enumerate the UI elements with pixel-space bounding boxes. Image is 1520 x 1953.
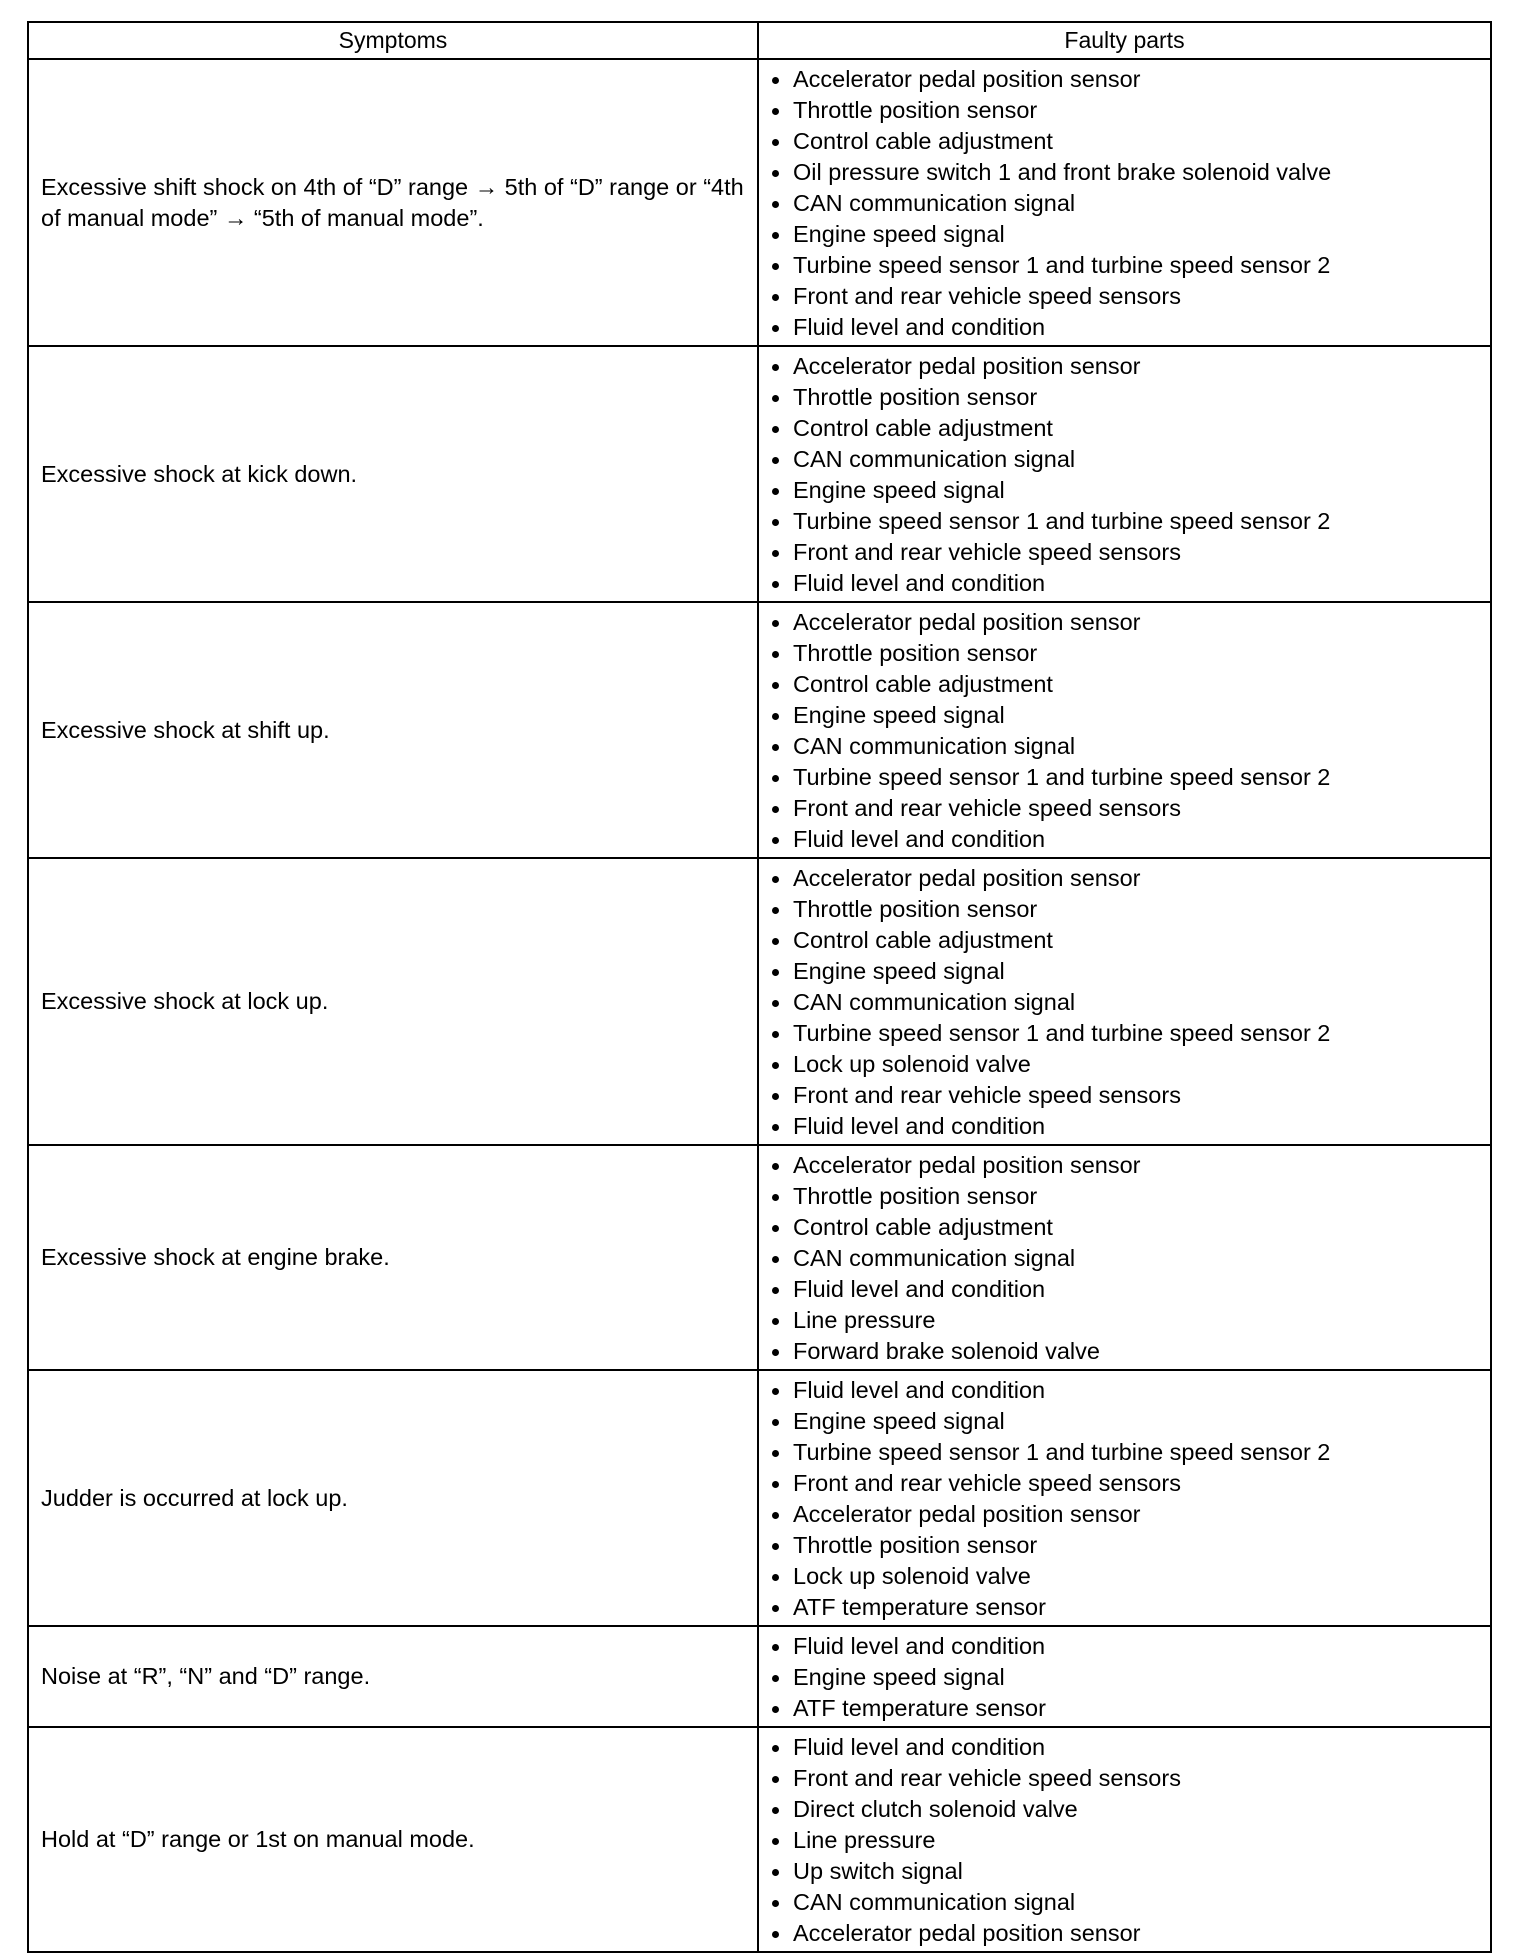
faulty-part-item: Fluid level and condition xyxy=(767,824,1484,855)
faulty-parts-cell xyxy=(758,1727,1491,1952)
table-row xyxy=(28,602,1491,858)
faulty-part-item: Engine speed signal xyxy=(767,1662,1484,1693)
faulty-part-item: Lock up solenoid valve xyxy=(767,1049,1484,1080)
faulty-part-item: Front and rear vehicle speed sensors xyxy=(767,281,1484,312)
symptom-cell: Hold at “D” range or 1st on manual mode. xyxy=(28,1727,758,1952)
faulty-part-item: Turbine speed sensor 1 and turbine speed sensor 2 xyxy=(767,1018,1484,1049)
symptom-cell: Excessive shock at kick down. xyxy=(28,346,758,602)
faulty-part-item: Engine speed signal xyxy=(767,1406,1484,1437)
faulty-part-item: Fluid level and condition xyxy=(767,1732,1484,1763)
table-row xyxy=(28,1370,1491,1626)
faulty-part-item: CAN communication signal xyxy=(767,1243,1484,1274)
faulty-parts-cell xyxy=(758,1145,1491,1370)
faulty-part-item: CAN communication signal xyxy=(767,987,1484,1018)
table-row xyxy=(28,346,1491,602)
faulty-parts-header: Faulty parts xyxy=(758,22,1491,59)
symptom-cell: Excessive shock at lock up. xyxy=(28,858,758,1145)
faulty-part-item: Up switch signal xyxy=(767,1856,1484,1887)
faulty-part-item: Front and rear vehicle speed sensors xyxy=(767,1468,1484,1499)
faulty-part-item: CAN communication signal xyxy=(767,731,1484,762)
table-body xyxy=(28,59,1491,1952)
faulty-part-item: Control cable adjustment xyxy=(767,1212,1484,1243)
faulty-part-item: Oil pressure switch 1 and front brake solenoid valve xyxy=(767,157,1484,188)
faulty-part-item: Fluid level and condition xyxy=(767,1631,1484,1662)
faulty-part-item: Engine speed signal xyxy=(767,700,1484,731)
faulty-part-item: Lock up solenoid valve xyxy=(767,1561,1484,1592)
table-row xyxy=(28,1626,1491,1727)
table-row xyxy=(28,59,1491,346)
faulty-part-item: CAN communication signal xyxy=(767,188,1484,219)
faulty-part-item: Control cable adjustment xyxy=(767,413,1484,444)
faulty-part-item: Turbine speed sensor 1 and turbine speed sensor 2 xyxy=(767,506,1484,537)
faulty-part-item: Throttle position sensor xyxy=(767,638,1484,669)
faulty-part-item: Engine speed signal xyxy=(767,219,1484,250)
faulty-part-item: CAN communication signal xyxy=(767,444,1484,475)
faulty-part-item: Fluid level and condition xyxy=(767,312,1484,343)
faulty-part-item: Throttle position sensor xyxy=(767,95,1484,126)
symptoms-table xyxy=(27,21,1492,1953)
symptom-cell: Excessive shock at engine brake. xyxy=(28,1145,758,1370)
symptom-cell: Excessive shift shock on 4th of “D” range → 5th of “D” range or “4th of manual mode” → “5th of manual mode”. xyxy=(28,59,758,346)
faulty-part-item: Fluid level and condition xyxy=(767,568,1484,599)
faulty-part-item: CAN communication signal xyxy=(767,1887,1484,1918)
faulty-part-item: Engine speed signal xyxy=(767,956,1484,987)
faulty-part-item: Front and rear vehicle speed sensors xyxy=(767,1763,1484,1794)
symptom-cell: Noise at “R”, “N” and “D” range. xyxy=(28,1626,758,1727)
faulty-parts-list xyxy=(767,1150,1484,1367)
faulty-parts-list xyxy=(767,351,1484,599)
faulty-part-item: Front and rear vehicle speed sensors xyxy=(767,537,1484,568)
faulty-part-item: Turbine speed sensor 1 and turbine speed sensor 2 xyxy=(767,250,1484,281)
faulty-part-item: Direct clutch solenoid valve xyxy=(767,1794,1484,1825)
faulty-part-item: Control cable adjustment xyxy=(767,126,1484,157)
faulty-parts-cell xyxy=(758,346,1491,602)
faulty-part-item: Line pressure xyxy=(767,1825,1484,1856)
faulty-part-item: Line pressure xyxy=(767,1305,1484,1336)
faulty-part-item: Fluid level and condition xyxy=(767,1274,1484,1305)
faulty-part-item: Engine speed signal xyxy=(767,475,1484,506)
faulty-parts-cell xyxy=(758,858,1491,1145)
symptom-cell: Judder is occurred at lock up. xyxy=(28,1370,758,1626)
faulty-part-item: Accelerator pedal position sensor xyxy=(767,1918,1484,1949)
faulty-part-item: Accelerator pedal position sensor xyxy=(767,351,1484,382)
faulty-part-item: Accelerator pedal position sensor xyxy=(767,1499,1484,1530)
faulty-parts-list xyxy=(767,1732,1484,1949)
faulty-part-item: Accelerator pedal position sensor xyxy=(767,607,1484,638)
symptom-cell: Excessive shock at shift up. xyxy=(28,602,758,858)
faulty-parts-cell xyxy=(758,602,1491,858)
table-row xyxy=(28,858,1491,1145)
faulty-parts-list xyxy=(767,64,1484,343)
faulty-parts-list xyxy=(767,607,1484,855)
table-row xyxy=(28,1727,1491,1952)
faulty-part-item: Accelerator pedal position sensor xyxy=(767,863,1484,894)
faulty-part-item: Turbine speed sensor 1 and turbine speed sensor 2 xyxy=(767,762,1484,793)
faulty-part-item: ATF temperature sensor xyxy=(767,1693,1484,1724)
faulty-parts-cell xyxy=(758,1626,1491,1727)
faulty-parts-cell xyxy=(758,1370,1491,1626)
faulty-part-item: Accelerator pedal position sensor xyxy=(767,1150,1484,1181)
faulty-parts-list xyxy=(767,1631,1484,1724)
faulty-parts-list xyxy=(767,863,1484,1142)
faulty-part-item: Throttle position sensor xyxy=(767,894,1484,925)
faulty-part-item: Front and rear vehicle speed sensors xyxy=(767,793,1484,824)
header-row xyxy=(28,22,1491,59)
symptoms-header: Symptoms xyxy=(28,22,758,59)
faulty-parts-list xyxy=(767,1375,1484,1623)
faulty-part-item: ATF temperature sensor xyxy=(767,1592,1484,1623)
table-row xyxy=(28,1145,1491,1370)
faulty-part-item: Forward brake solenoid valve xyxy=(767,1336,1484,1367)
faulty-part-item: Throttle position sensor xyxy=(767,382,1484,413)
faulty-part-item: Fluid level and condition xyxy=(767,1111,1484,1142)
faulty-part-item: Front and rear vehicle speed sensors xyxy=(767,1080,1484,1111)
faulty-part-item: Turbine speed sensor 1 and turbine speed sensor 2 xyxy=(767,1437,1484,1468)
faulty-part-item: Throttle position sensor xyxy=(767,1181,1484,1212)
faulty-part-item: Fluid level and condition xyxy=(767,1375,1484,1406)
faulty-part-item: Throttle position sensor xyxy=(767,1530,1484,1561)
faulty-part-item: Control cable adjustment xyxy=(767,669,1484,700)
faulty-part-item: Accelerator pedal position sensor xyxy=(767,64,1484,95)
faulty-part-item: Control cable adjustment xyxy=(767,925,1484,956)
faulty-parts-cell xyxy=(758,59,1491,346)
